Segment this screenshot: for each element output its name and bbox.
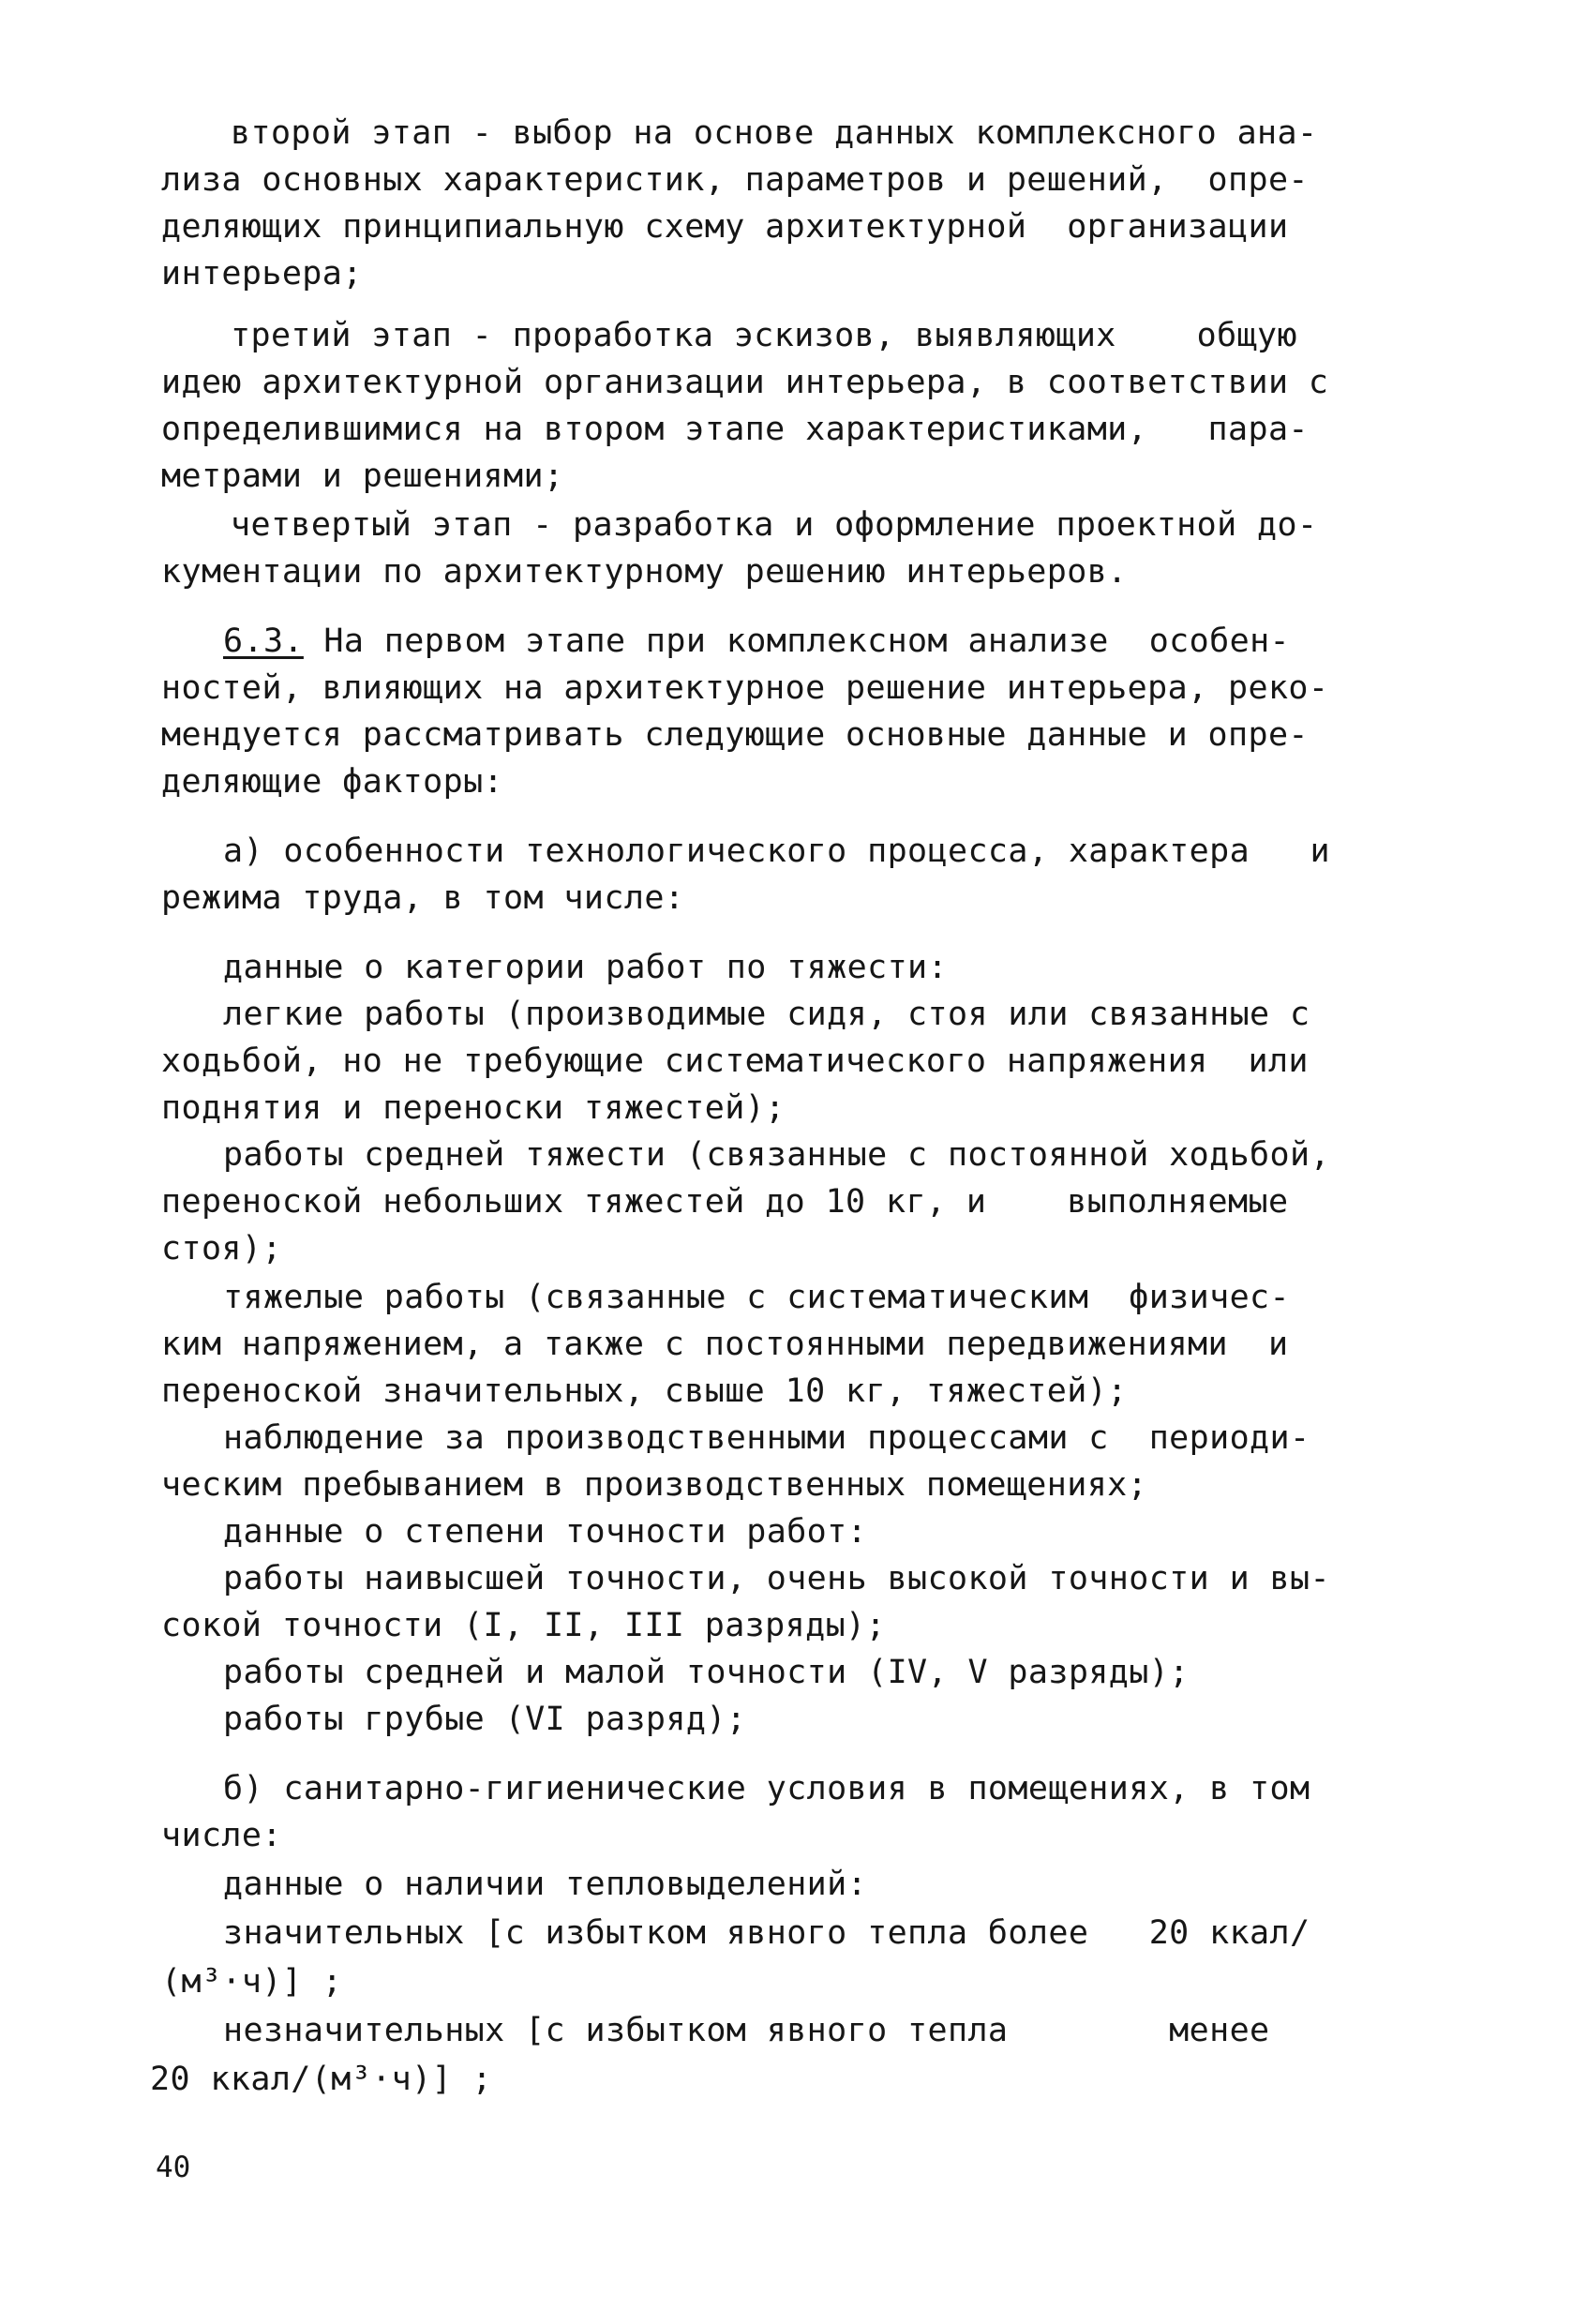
precision-heading: данные о степени точности работ: xyxy=(223,1513,868,1551)
heat-insignificant-line-2: 20 ккал/(м³·ч)] ; xyxy=(150,2061,493,2098)
precision-highest-line-1: работы наивысшей точности, очень высокой точности и вы- xyxy=(223,1560,1330,1597)
stage-3-line-1: третий этап - проработка эскизов, выявляющих общую xyxy=(231,317,1298,354)
precision-medium-line: работы средней и малой точности (IV, V разряды); xyxy=(223,1654,1190,1691)
page-number: 40 xyxy=(156,2151,191,2184)
item-b-line-2: числе: xyxy=(161,1817,282,1854)
heavy-work-line-1: тяжелые работы (связанные с систематическим физичес- xyxy=(223,1279,1291,1316)
heat-significant-line-2: (м³·ч)] ; xyxy=(161,1963,343,2001)
heat-insignificant-line-1: незначительных [с избытком явного тепла менее xyxy=(223,2012,1270,2049)
light-work-line-2: ходьбой, но не требующие систематического напряжения или xyxy=(161,1042,1309,1080)
stage-4-line-1: четвертый этап - разработка и оформление проектной до- xyxy=(231,506,1318,544)
medium-work-line-1: работы средней тяжести (связанные с постоянной ходьбой, xyxy=(223,1136,1330,1174)
stage-3-line-3: определившимися на втором этапе характеристиками, пара- xyxy=(161,411,1309,448)
precision-rough-line: работы грубые (VI разряд); xyxy=(223,1701,747,1738)
stage-2-line-1: второй этап - выбор на основе данных комплексного ана- xyxy=(231,114,1318,152)
stage-2-line-2: лиза основных характеристик, параметров и решений, опре- xyxy=(161,161,1309,199)
stage-2-line-3: деляющих принципиальную схему архитектурной организации xyxy=(161,208,1289,246)
section-6-3-line-3: мендуется рассматривать следующие основные данные и опре- xyxy=(161,716,1309,754)
light-work-line-1: легкие работы (производимые сидя, стоя или связанные с xyxy=(223,996,1310,1033)
heat-significant-line-1: значительных [с избытком явного тепла более 20 ккал/ xyxy=(223,1914,1310,1952)
stage-4-line-2: кументации по архитектурному решению интерьеров. xyxy=(161,553,1128,591)
medium-work-line-2: переноской небольших тяжестей до 10 кг, и выполняемые xyxy=(161,1183,1289,1221)
section-6-3-line-4: деляющие факторы: xyxy=(161,763,504,801)
section-number: 6.3. xyxy=(223,622,304,660)
light-work-line-3: поднятия и переноски тяжестей); xyxy=(161,1089,786,1127)
stage-3-line-4: метрами и решениями; xyxy=(161,457,564,495)
stage-2-line-4: интерьера; xyxy=(161,255,363,292)
stage-3-line-2: идею архитектурной организации интерьера, в соответствии с xyxy=(161,364,1329,401)
observation-line-1: наблюдение за производственными процессами с периоди- xyxy=(223,1419,1310,1457)
heat-heading: данные о наличии тепловыделений: xyxy=(223,1866,868,1903)
precision-highest-line-2: сокой точности (I, II, III разряды); xyxy=(161,1607,886,1644)
section-6-3-line-2: ностей, влияющих на архитектурное решение интерьера, реко- xyxy=(161,669,1329,707)
heavy-work-line-2: ким напряжением, а также с постоянными передвижениями и xyxy=(161,1326,1289,1363)
heavy-work-line-3: переноской значительных, свыше 10 кг, тяжестей); xyxy=(161,1372,1128,1410)
section-6-3-line-1 xyxy=(223,621,1290,662)
item-b-line-1: б) санитарно-гигиенические условия в помещениях, в том xyxy=(223,1770,1310,1807)
work-categories-heading: данные о категории работ по тяжести: xyxy=(223,949,948,986)
item-a-line-1: а) особенности технологического процесса, характера и xyxy=(223,832,1330,870)
medium-work-line-3: стоя); xyxy=(161,1230,282,1267)
observation-line-2: ческим пребыванием в производственных помещениях; xyxy=(161,1466,1148,1504)
item-a-line-2: режима труда, в том числе: xyxy=(161,879,685,917)
section-first-line-text: На первом этапе при комплексном анализе особен- xyxy=(303,622,1291,660)
